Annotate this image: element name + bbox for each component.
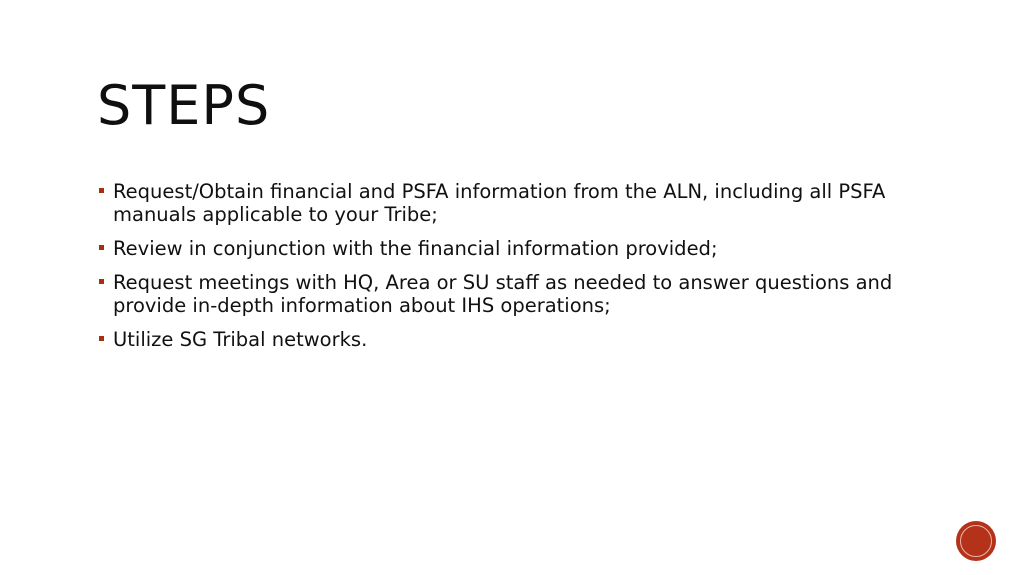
- square-bullet-icon: [99, 245, 104, 250]
- square-bullet-icon: [99, 188, 104, 193]
- badge-ring-icon: [960, 525, 992, 557]
- bullet-item: [98, 180, 928, 226]
- bullet-item: [98, 271, 928, 317]
- square-bullet-icon: [99, 279, 104, 284]
- bullet-item: [98, 237, 928, 260]
- square-bullet-icon: [99, 336, 104, 341]
- bullet-text: Request meetings with HQ, Area or SU staff as needed to answer questions and provide in-depth information about IHS operations;: [113, 271, 893, 317]
- slide-number-badge: [957, 522, 995, 560]
- bullet-text: Review in conjunction with the financial information provided;: [113, 237, 718, 260]
- bullet-text: Request/Obtain financial and PSFA information from the ALN, including all PSFA manuals applicable to your Tribe;: [113, 180, 886, 226]
- slide-title: STEPS: [97, 74, 271, 137]
- bullet-item: [98, 328, 928, 351]
- bullet-list: [98, 180, 928, 362]
- bullet-text: Utilize SG Tribal networks.: [113, 328, 368, 351]
